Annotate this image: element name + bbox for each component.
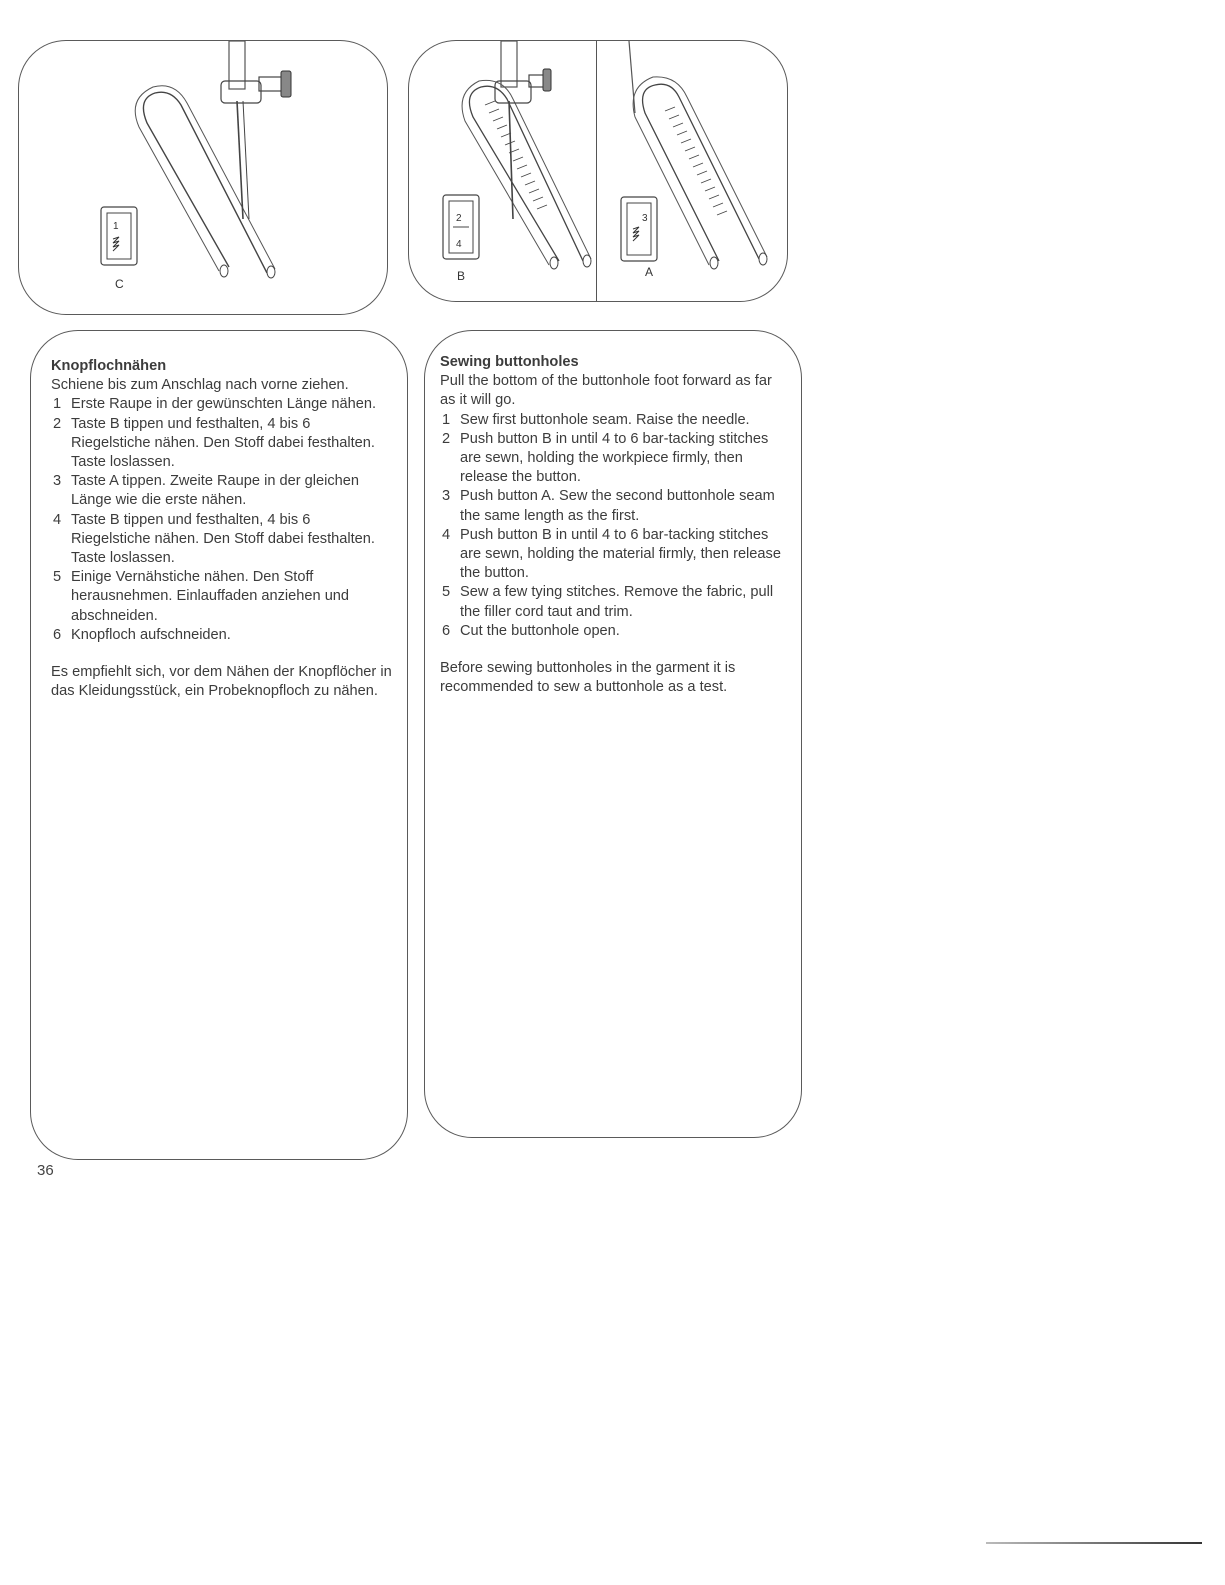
buttonhole-foot-illustration-c — [19, 41, 389, 316]
button-number-3: 3 — [642, 213, 648, 224]
figure-steps-2-4 — [408, 40, 788, 302]
figure-label-b: B — [457, 269, 466, 283]
figure-label-a: A — [645, 265, 654, 279]
english-note: Before sewing buttonholes in the garment it is recommended to sew a buttonhole as a test. — [440, 660, 736, 696]
german-step-1: 1 Erste Raupe in der gewünschten Länge nähen. — [53, 396, 377, 413]
german-title: Knopflochnähen — [51, 358, 167, 374]
figure-label-c: C — [115, 277, 124, 291]
german-step-2: 2 Taste B tippen und festhalten, 4 bis 6 Riegelstiche nähen. Den Stoff dabei festhalten. Taste loslassen. — [53, 415, 375, 471]
german-instructions-panel — [30, 330, 408, 1160]
german-steps — [51, 395, 393, 645]
button-number-2: 2 — [456, 213, 462, 224]
english-title: Sewing buttonholes — [440, 354, 579, 370]
german-intro: Schiene bis zum Anschlag nach vorne ziehen. — [51, 377, 349, 394]
figure-step-1 — [18, 40, 388, 315]
english-step-6: 6 Cut the buttonhole open. — [442, 622, 620, 639]
german-note: Es empfiehlt sich, vor dem Nähen der Knopflöcher in das Kleidungsstück, ein Probeknopfloch zu nähen. — [51, 664, 392, 700]
button-number-1: 1 — [113, 221, 119, 232]
german-step-5: 5 Einige Vernähstiche nähen. Den Stoff herausnehmen. Einlauffaden anziehen und abschneiden. — [53, 569, 350, 624]
english-steps — [440, 411, 787, 641]
german-step-4: 4 Taste B tippen und festhalten, 4 bis 6 Riegelstiche nähen. Den Stoff dabei festhalten. Taste loslassen. — [53, 511, 375, 567]
english-step-1: 1 Sew first buttonhole seam. Raise the needle. — [442, 411, 750, 428]
buttonhole-foot-illustration-b-a — [409, 41, 789, 303]
button-number-4: 4 — [456, 239, 462, 250]
english-instructions-panel — [424, 330, 802, 1138]
english-intro: Pull the bottom of the buttonhole foot forward as far as it will go. — [440, 373, 772, 409]
english-step-2: 2 Push button B in until 4 to 6 bar-tacking stitches are sewn, holding the workpiece firmly, then release the button. — [442, 430, 769, 486]
english-step-5: 5 Sew a few tying stitches. Remove the fabric, pull the filler cord taut and trim. — [442, 584, 774, 620]
english-step-4: 4 Push button B in until 4 to 6 bar-tacking stitches are sewn, holding the material firmly, then release the button. — [442, 526, 781, 582]
english-step-3: 3 Push button A. Sew the second buttonhole seam the same length as the first. — [442, 488, 775, 524]
german-step-3: 3 Taste A tippen. Zweite Raupe in der gleichen Länge wie die erste nähen. — [53, 473, 360, 509]
footer-rule — [986, 1542, 1202, 1544]
german-step-6: 6 Knopfloch aufschneiden. — [53, 626, 231, 643]
page-number: 36 — [37, 1162, 54, 1179]
